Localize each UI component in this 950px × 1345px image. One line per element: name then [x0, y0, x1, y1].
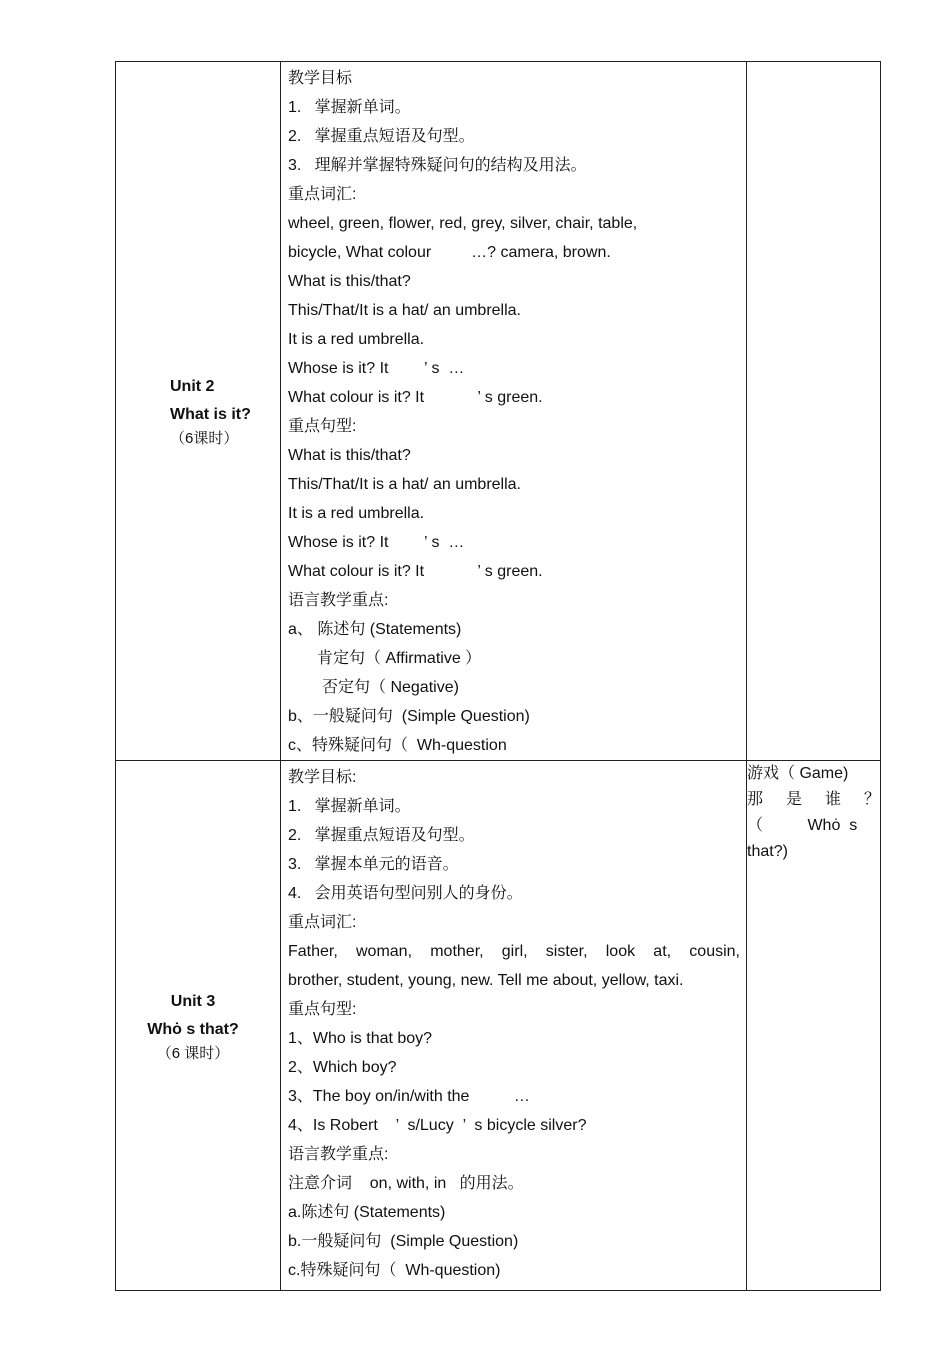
unit2-vocab-line: wheel, green, flower, red, grey, silver, chair, table, — [288, 215, 638, 232]
unit2-title-cell — [116, 62, 281, 761]
unit2-vocab-line: Whose is it? It ’ s … — [288, 360, 465, 377]
unit3-title-line2: Whȯ s that? — [147, 1020, 239, 1038]
unit3-objective: 3. 掌握本单元的语音。 — [288, 856, 459, 873]
unit3-patterns-heading: 重点句型: — [288, 1001, 357, 1018]
unit2-focus-item: c、特殊疑问句（ Wh-question — [288, 737, 507, 754]
unit2-content-cell — [281, 62, 747, 761]
unit2-pattern-line: This/That/It is a hat/ an umbrella. — [288, 476, 521, 493]
unit3-activity-cell — [747, 761, 881, 1291]
unit2-vocab-line: What is this/that? — [288, 273, 411, 290]
unit2-pattern-line: What is this/that? — [288, 447, 411, 464]
unit2-vocab-line: It is a red umbrella. — [288, 331, 425, 348]
unit2-title-line1: Unit 2 — [170, 378, 215, 395]
unit2-title-line2: What is it? — [170, 406, 251, 423]
unit3-title-cell — [116, 761, 281, 1291]
unit2-activity-cell — [747, 62, 881, 761]
unit3-objective: 1. 掌握新单词。 — [288, 798, 411, 815]
unit2-vocab-line: bicycle, What colour …? camera, brown. — [288, 244, 611, 261]
unit2-vocab-line: This/That/It is a hat/ an umbrella. — [288, 302, 521, 319]
unit3-hours: （6 课时） — [156, 1044, 230, 1062]
unit3-pattern-line: 2、Which boy? — [288, 1059, 397, 1076]
unit2-objective: 3. 理解并掌握特殊疑问句的结构及用法。 — [288, 157, 587, 174]
unit3-row — [116, 761, 881, 1291]
game-name-line: 那 是 谁 ？ — [747, 791, 880, 808]
lesson-plan-table — [115, 61, 881, 1291]
unit3-focus-item: 注意介词 on, with, in 的用法。 — [288, 1175, 524, 1192]
unit3-title-line1: Unit 3 — [170, 992, 216, 1010]
unit2-patterns-heading: 重点句型: — [288, 418, 357, 435]
unit3-objective: 4. 会用英语句型问别人的身份。 — [288, 885, 523, 902]
unit3-pattern-line: 1、Who is that boy? — [288, 1030, 433, 1047]
game-name-line: that?) — [747, 843, 788, 860]
unit3-focus-item: b.一般疑问句 (Simple Question) — [288, 1233, 519, 1250]
game-name-line: （ Whȯ s — [747, 817, 858, 834]
unit2-objective: 2. 掌握重点短语及句型。 — [288, 128, 475, 145]
unit3-focus-heading: 语言教学重点: — [288, 1146, 389, 1163]
unit2-pattern-line: It is a red umbrella. — [288, 505, 425, 522]
unit3-vocab-line: brother, student, young, new. Tell me about, yellow, taxi. — [288, 972, 684, 989]
unit2-focus-heading: 语言教学重点: — [288, 592, 389, 609]
unit3-pattern-line: 4、Is Robert ’ s/Lucy ’ s bicycle silver? — [288, 1117, 587, 1134]
unit2-focus-subitem: 否定句（ Negative) — [322, 679, 459, 696]
unit2-vocab-line: What colour is it? It ’ s green. — [288, 389, 543, 406]
unit2-focus-subitem: 肯定句（ Affirmative ） — [317, 650, 482, 667]
unit3-focus-item: a.陈述句 (Statements) — [288, 1204, 446, 1221]
unit2-vocab-heading: 重点词汇: — [288, 186, 357, 203]
unit2-focus-item: b、一般疑问句 (Simple Question) — [288, 708, 530, 725]
unit3-vocab-line: Father, woman, mother, girl, sister, look at, cousin, — [288, 943, 740, 960]
unit3-focus-item: c.特殊疑问句（ Wh-question) — [288, 1262, 501, 1279]
unit2-objective: 1. 掌握新单词。 — [288, 99, 411, 116]
game-title: 游戏（ Game) — [747, 765, 849, 782]
unit2-pattern-line: What colour is it? It ’ s green. — [288, 563, 543, 580]
unit2-objectives-heading: 教学目标 — [288, 70, 353, 87]
unit2-pattern-line: Whose is it? It ’ s … — [288, 534, 465, 551]
unit3-objective: 2. 掌握重点短语及句型。 — [288, 827, 475, 844]
unit3-vocab-heading: 重点词汇: — [288, 914, 357, 931]
unit2-focus-item: a、 陈述句 (Statements) — [288, 621, 462, 638]
unit3-content-cell — [281, 761, 747, 1291]
unit3-objectives-heading: 教学目标: — [288, 769, 357, 786]
unit3-pattern-line: 3、The boy on/in/with the … — [288, 1088, 530, 1105]
unit2-hours: （6课时） — [170, 430, 239, 447]
unit2-row — [116, 62, 881, 761]
